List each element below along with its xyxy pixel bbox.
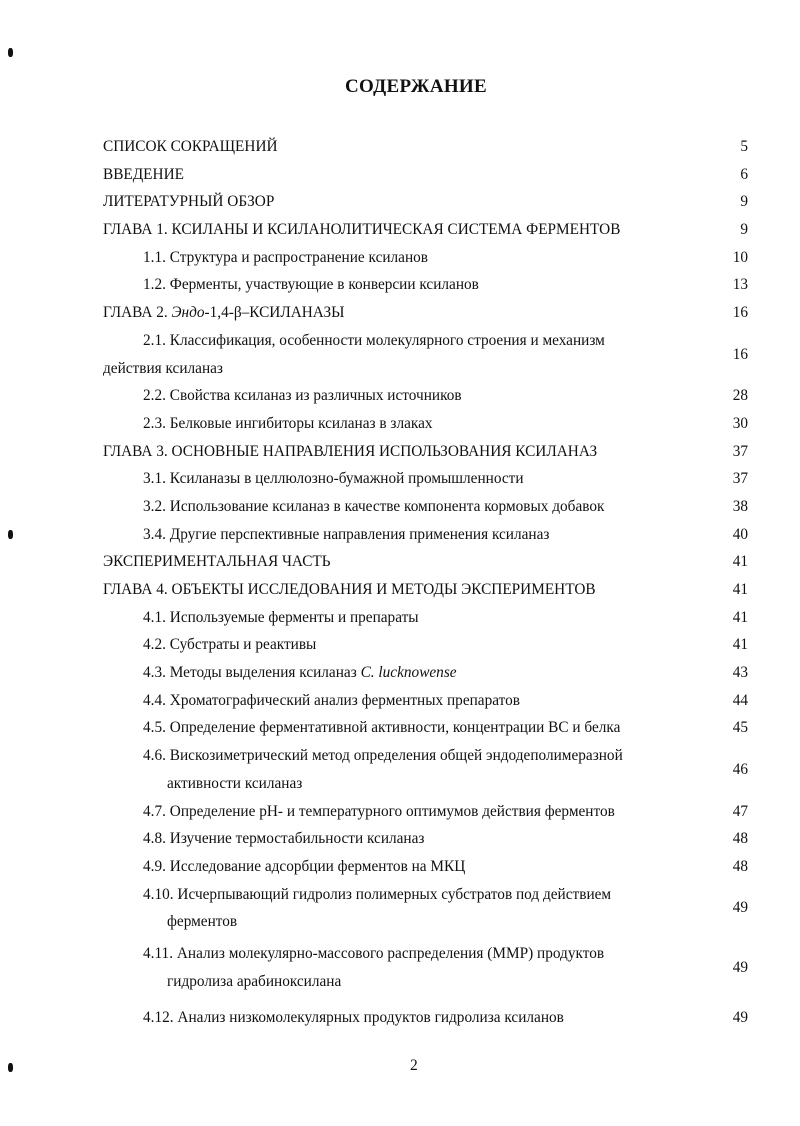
toc-entry-title — [103, 161, 748, 189]
page-title: СОДЕРЖАНИЕ — [345, 76, 487, 97]
toc-entry-title — [103, 410, 748, 438]
toc-entry-title — [103, 548, 748, 576]
toc-entry-title — [103, 133, 748, 161]
toc-page-number: 38 — [732, 497, 748, 515]
toc-page-number: 16 — [732, 304, 748, 322]
scan-mark — [8, 48, 13, 57]
text-segment: активности ксиланаз — [167, 774, 303, 792]
toc-entry-title — [103, 521, 748, 549]
toc-section-entry — [103, 327, 748, 382]
table-of-contents — [103, 133, 748, 1032]
toc-entry-line — [143, 798, 688, 826]
italic-text: Эндо — [171, 304, 205, 322]
toc-page-number: 10 — [732, 248, 748, 266]
toc-section-entry — [103, 604, 748, 632]
toc-chapter-entry — [103, 438, 748, 466]
text-segment: 2.2. Свойства ксиланаз из различных источников — [143, 387, 462, 405]
toc-section-entry — [103, 631, 748, 659]
toc-entry-line — [143, 853, 688, 881]
text-segment: СПИСОК СОКРАЩЕНИЙ — [103, 138, 278, 155]
toc-entry-title — [103, 798, 748, 826]
toc-entry-line — [103, 133, 688, 161]
toc-entry-line — [143, 908, 688, 936]
toc-entry-line — [143, 1004, 688, 1032]
toc-page-number: 45 — [732, 719, 748, 737]
text-segment: 4.7. Определение рН- и температурного оптимумов действия ферментов — [143, 802, 615, 820]
text-segment: ГЛАВА 2. — [103, 304, 172, 322]
toc-entry-line — [143, 382, 688, 410]
toc-page-number: 6 — [740, 165, 748, 183]
italic-text: C. lucknowense — [360, 664, 457, 682]
text-segment: -1,4-β–КСИЛАНАЗЫ — [204, 304, 345, 322]
toc-entry-line — [143, 327, 688, 355]
toc-page-number: 5 — [740, 138, 748, 155]
text-segment: 4.1. Используемые ферменты и препараты — [143, 608, 419, 626]
text-segment: 3.1. Ксиланазы в целлюлозно-бумажной промышленности — [143, 470, 524, 488]
toc-section-entry — [103, 798, 748, 826]
toc-entry-title — [103, 853, 748, 881]
text-segment: 4.8. Изучение термостабильности ксиланаз — [143, 830, 425, 848]
toc-page-number: 49 — [732, 899, 748, 917]
text-segment: 4.6. Вискозиметрический метод определения общей эндодеполимеразной — [143, 747, 623, 765]
toc-entry-line — [103, 161, 688, 189]
text-segment: 4.11. Анализ молекулярно-массового распределения (ММР) продуктов — [143, 944, 605, 962]
toc-entry-title — [103, 493, 748, 521]
toc-entry-title — [103, 438, 748, 466]
toc-entry-line — [143, 244, 688, 272]
toc-page-number: 41 — [732, 636, 748, 654]
text-segment: 2.3. Белковые ингибиторы ксиланаз в злаках — [143, 414, 433, 432]
toc-section-entry — [103, 1004, 748, 1032]
toc-entry-line — [143, 742, 688, 770]
toc-entry-line — [143, 271, 688, 299]
toc-section-entry — [103, 271, 748, 299]
toc-chapter-entry — [103, 548, 748, 576]
toc-section-entry — [103, 742, 748, 797]
toc-section-entry — [103, 714, 748, 742]
toc-entry-title — [103, 940, 748, 995]
toc-page-number: 9 — [740, 193, 748, 211]
toc-section-entry — [103, 521, 748, 549]
text-segment: ЛИТЕРАТУРНЫЙ ОБЗОР — [103, 193, 275, 211]
text-segment: 1.1. Структура и распространение ксиланов — [143, 248, 429, 266]
toc-page-number: 44 — [732, 691, 748, 709]
text-segment: ГЛАВА 1. КСИЛАНЫ И КСИЛАНОЛИТИЧЕСКАЯ СИСТЕМА ФЕРМЕНТОВ — [103, 221, 621, 239]
text-segment: 4.12. Анализ низкомолекулярных продуктов гидролиза ксиланов — [143, 1009, 564, 1027]
toc-entry-line — [143, 631, 688, 659]
toc-entry-line — [143, 465, 688, 493]
text-segment: 3.4. Другие перспективные направления применения ксиланаз — [143, 525, 550, 543]
text-segment: ЭКСПЕРИМЕНТАЛЬНАЯ ЧАСТЬ — [103, 553, 331, 571]
text-segment: гидролиза арабиноксилана — [167, 972, 342, 990]
toc-chapter-entry — [103, 188, 748, 216]
text-segment: 4.4. Хроматографический анализ ферментных препаратов — [143, 691, 520, 709]
toc-entry-title — [103, 714, 748, 742]
toc-entry-line — [143, 881, 688, 909]
toc-chapter-entry — [103, 299, 748, 327]
toc-entry-line — [143, 493, 688, 521]
text-segment: ферментов — [167, 913, 238, 931]
toc-entry-title — [103, 881, 748, 936]
toc-entry-title — [103, 465, 748, 493]
toc-entry-title — [103, 576, 748, 604]
scan-mark — [8, 1063, 13, 1072]
text-segment: ГЛАВА 4. ОБЪЕКТЫ ИССЛЕДОВАНИЯ И МЕТОДЫ ЭКСПЕРИМЕНТОВ — [103, 581, 596, 599]
text-segment: действия ксиланаз — [103, 359, 223, 377]
toc-section-entry — [103, 940, 748, 995]
toc-section-entry — [103, 659, 748, 687]
toc-page-number: 47 — [732, 802, 748, 820]
toc-entry-title — [103, 271, 748, 299]
toc-entry-line — [143, 410, 688, 438]
toc-page-number: 37 — [732, 470, 748, 488]
toc-entry-title — [103, 742, 748, 797]
toc-entry-title — [103, 604, 748, 632]
toc-entry-line — [103, 355, 688, 383]
toc-page-number: 46 — [732, 760, 748, 778]
toc-entry-title — [103, 631, 748, 659]
text-segment: 4.2. Субстраты и реактивы — [143, 636, 317, 654]
text-segment: 2.1. Классификация, особенности молекулярного строения и механизм — [143, 331, 605, 349]
toc-chapter-entry — [103, 216, 748, 244]
toc-section-entry — [103, 853, 748, 881]
toc-section-entry — [103, 825, 748, 853]
toc-entry-title — [103, 299, 748, 327]
toc-entry-line — [143, 770, 688, 798]
toc-entry-line — [143, 521, 688, 549]
toc-entry-line — [143, 604, 688, 632]
toc-entry-title — [103, 825, 748, 853]
toc-page-number: 49 — [732, 1009, 748, 1027]
toc-entry-line — [103, 299, 688, 327]
page-number: 2 — [410, 1057, 418, 1074]
toc-entry-line — [143, 940, 688, 968]
toc-page-number: 48 — [732, 857, 748, 875]
toc-page-number: 13 — [732, 276, 748, 294]
toc-entry-line — [143, 968, 688, 996]
toc-entry-title — [103, 216, 748, 244]
toc-page-number: 37 — [732, 442, 748, 460]
scan-mark — [8, 530, 13, 539]
toc-chapter-entry — [103, 161, 748, 189]
toc-page-number: 28 — [732, 387, 748, 405]
toc-chapter-entry — [103, 133, 748, 161]
text-segment: 4.5. Определение ферментативной активности, концентрации ВС и белка — [143, 719, 621, 737]
text-segment: 4.10. Исчерпывающий гидролиз полимерных субстратов под действием — [143, 885, 612, 903]
text-segment: 1.2. Ферменты, участвующие в конверсии ксиланов — [143, 276, 479, 294]
text-segment: ГЛАВА 3. ОСНОВНЫЕ НАПРАВЛЕНИЯ ИСПОЛЬЗОВАНИЯ КСИЛАНАЗ — [103, 442, 598, 460]
text-segment: 4.3. Методы выделения ксиланаз — [143, 664, 361, 682]
toc-entry-line — [143, 659, 688, 687]
toc-page-number: 16 — [732, 345, 748, 363]
toc-page-number: 43 — [732, 664, 748, 682]
toc-entry-line — [103, 188, 688, 216]
toc-chapter-entry — [103, 576, 748, 604]
toc-entry-line — [143, 825, 688, 853]
toc-entry-title — [103, 327, 748, 382]
toc-page-number: 41 — [732, 608, 748, 626]
text-segment: 3.2. Использование ксиланаз в качестве компонента кормовых добавок — [143, 497, 605, 515]
toc-section-entry — [103, 687, 748, 715]
toc-section-entry — [103, 382, 748, 410]
toc-section-entry — [103, 410, 748, 438]
text-segment: 4.9. Исследование адсорбции ферментов на МКЦ — [143, 857, 466, 875]
toc-entry-title — [103, 659, 748, 687]
toc-page-number: 40 — [732, 525, 748, 543]
toc-page-number: 49 — [732, 958, 748, 976]
toc-section-entry — [103, 465, 748, 493]
toc-entry-title — [103, 1004, 748, 1032]
toc-entry-line — [143, 714, 688, 742]
toc-page-number: 41 — [732, 553, 748, 571]
toc-entry-line — [103, 548, 688, 576]
toc-section-entry — [103, 881, 748, 936]
toc-entry-title — [103, 244, 748, 272]
toc-page-number: 41 — [732, 581, 748, 599]
toc-entry-line — [143, 687, 688, 715]
toc-page-number: 30 — [732, 414, 748, 432]
text-segment: ВВЕДЕНИЕ — [103, 165, 184, 183]
toc-entry-line — [103, 438, 688, 466]
toc-section-entry — [103, 493, 748, 521]
toc-page-number: 48 — [732, 830, 748, 848]
toc-page-number: 9 — [740, 221, 748, 239]
toc-entry-title — [103, 188, 748, 216]
toc-entry-title — [103, 382, 748, 410]
toc-entry-title — [103, 687, 748, 715]
toc-entry-line — [103, 216, 688, 244]
toc-entry-line — [103, 576, 688, 604]
toc-section-entry — [103, 244, 748, 272]
